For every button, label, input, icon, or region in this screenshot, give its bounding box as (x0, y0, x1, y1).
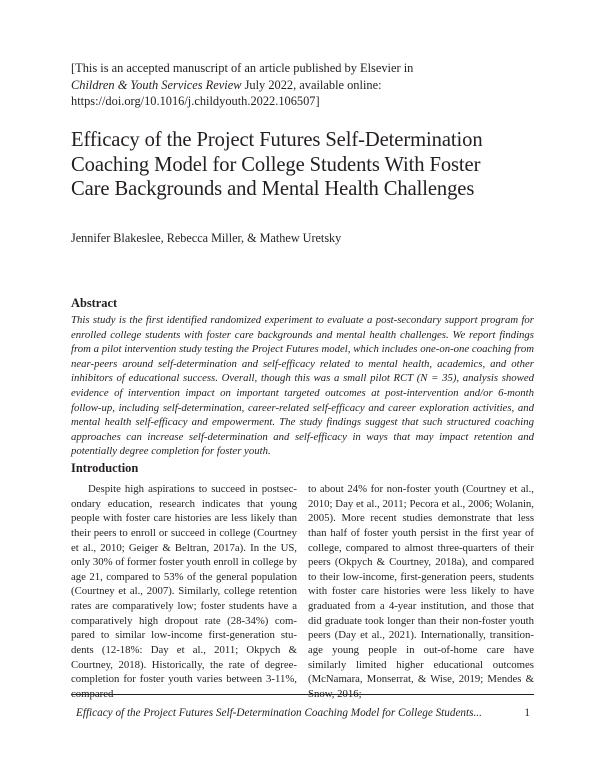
notice-doi: https://doi.org/10.1016/j.childyouth.2022.106507] (71, 94, 320, 109)
manuscript-notice (71, 60, 541, 110)
paper-title (71, 128, 541, 202)
introduction-left-column: Despite high aspirations to succeed in postsecondary education, research indicates that young people with foster care histories are less likely than their peers to enroll or succeed in college (Courtney et al., 2010; Geiger & Beltran, 2017a). In the US, only 30% of former foster youth enroll in college by age 21, compared to 53% of the general population (Courtney et al., 2007). Similarly, college retention rates are comparatively low; foster students have a comparatively high dropout rate (28-34%) compared to similar low-income first-generation students (12-18%: Day et al., 2011; Okpych & Courtney, 2018). Historically, the rate of degree-completion for foster youth varies between 3-11%, compared (71, 483, 297, 700)
introduction-right-column: to about 24% for non-foster youth (Courtney et al., 2010; Day et al., 2011; Pecora et al., 2006; Wolanin, 2005). More recent studies demonstrate that less than half of foster youth persist in the first year of college, compared to almost three-quarters of their peers (Okpych & Courtney, 2018a), and compared to their low-income, first-generation peers, students with foster care histories were less likely to have graduated from a 4-year institution, and those that did graduate took longer than their non-foster youth peers (Day et al., 2021). Internationally, transitionage young people in out-of-home care have similarly limited higher educational outcomes (McNamara, Monserrat, & Wise, 2019; Mendes & Snow, 2016; (308, 483, 534, 700)
title-line-3: Care Backgrounds and Mental Health Challenges (71, 178, 475, 201)
author-list: Jennifer Blakeslee, Rebecca Miller, & Mathew Uretsky (71, 231, 342, 245)
running-title: Efficacy of the Project Futures Self-Determination Coaching Model for College Students... (76, 707, 482, 719)
introduction-heading: Introduction (71, 461, 139, 475)
page-number: 1 (524, 707, 530, 719)
title-line-2: Coaching Model for College Students With Foster (71, 153, 481, 176)
journal-name: Children & Youth Services Review (71, 77, 242, 92)
notice-date: July 2022, available online: (241, 77, 382, 92)
abstract-heading: Abstract (71, 296, 118, 310)
title-line-1: Efficacy of the Project Futures Self-Determination (71, 129, 483, 151)
footer-divider (71, 694, 534, 695)
abstract-text: This study is the first identified randomized experiment to evaluate a post-secondary support program for enrolled college students with foster care backgrounds and mental health challenges. We report findings from a pilot intervention study testing the Project Futures model, which includes one-on-one coaching from near-peers around self-determination and self-efficacy related to mental health, academics, and other inhibitors of educational success. Overall, though this was a small pilot RCT (N = 35), analysis showed evidence of intervention impact on important targeted outcomes at post-intervention and/or 6-month follow-up, including self-determination, career-related self-efficacy and career exploration activities, and mental health self-efficacy and empowerment. The study findings suggest that such structured coaching approaches can increase self-determination and self-efficacy in ways that may impact retention and potentially degree completion for foster youth. (71, 314, 534, 458)
notice-line-2 (71, 77, 541, 94)
notice-line-1: [This is an accepted manuscript of an article published by Elsevier in (71, 61, 414, 75)
